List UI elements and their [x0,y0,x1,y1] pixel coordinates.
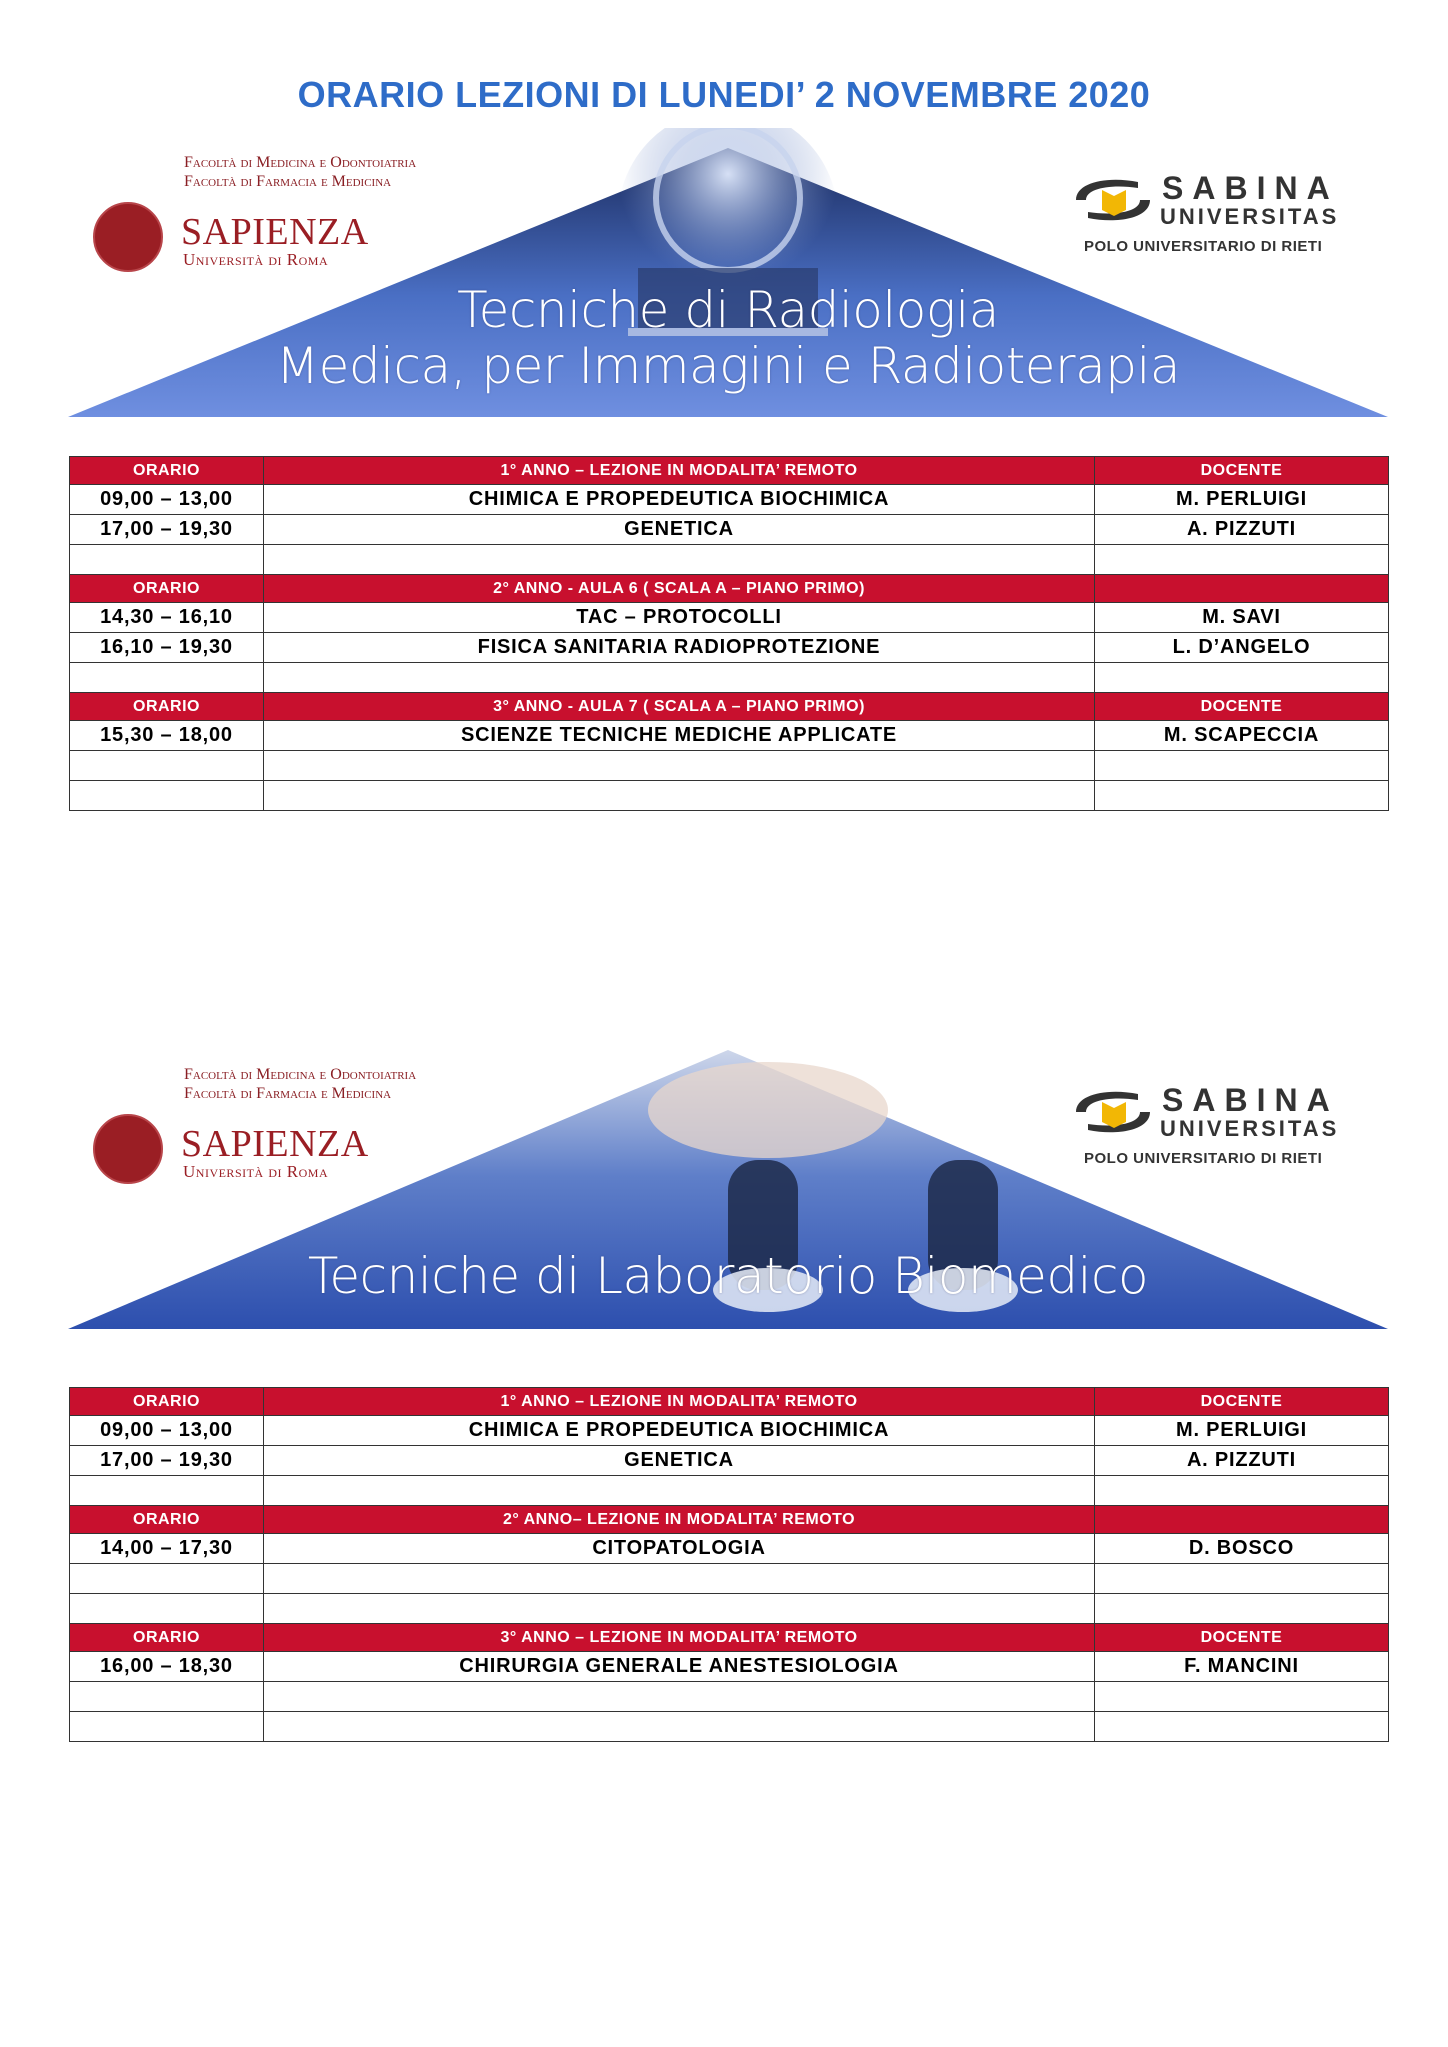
header-orario: ORARIO [70,457,264,485]
cell-orario: 09,00 – 13,00 [70,1416,264,1446]
cell-materia: CHIMICA E PROPEDEUTICA BIOCHIMICA [264,485,1095,515]
cell-orario [70,781,264,811]
header-anno: 2° ANNO - AULA 6 ( SCALA A – PIANO PRIMO) [264,575,1095,603]
header-docente [1095,575,1389,603]
table-header-row [70,1388,1389,1416]
table-row [70,485,1389,515]
table-row [70,1446,1389,1476]
header-orario: ORARIO [70,575,264,603]
cell-materia: FISICA SANITARIA RADIOPROTEZIONE [264,633,1095,663]
cell-orario: 15,30 – 18,00 [70,721,264,751]
cell-docente [1095,545,1389,575]
header-anno: 3° ANNO - AULA 7 ( SCALA A – PIANO PRIMO) [264,693,1095,721]
cell-materia: TAC – PROTOCOLLI [264,603,1095,633]
cell-materia [264,663,1095,693]
cell-docente [1095,1712,1389,1742]
cell-docente: M. PERLUIGI [1095,485,1389,515]
course-title-line-2: Medica, per Immagini e Radioterapia [275,337,1181,395]
cell-orario [70,1682,264,1712]
cell-docente [1095,663,1389,693]
table-header-row [70,457,1389,485]
table-row [70,545,1389,575]
table-row [70,1652,1389,1682]
cell-orario [70,1594,264,1624]
cell-materia [264,751,1095,781]
cell-docente [1095,1476,1389,1506]
cell-docente: M. PERLUIGI [1095,1416,1389,1446]
faculty-line-2: Facoltà di Farmacia e Medicina [184,1085,392,1102]
header-docente: DOCENTE [1095,693,1389,721]
faculty-line-1: Facoltà di Medicina e Odontoiatria [184,154,417,171]
cell-docente: M. SAVI [1095,603,1389,633]
cell-orario: 09,00 – 13,00 [70,485,264,515]
table-header-row [70,575,1389,603]
table-row [70,1712,1389,1742]
sabina-name: SABINA [1162,170,1339,206]
schedule-table-laboratorio [69,1387,1389,1742]
header-anno: 2° ANNO– LEZIONE IN MODALITA’ REMOTO [264,1506,1095,1534]
faculty-line-2: Facoltà di Farmacia e Medicina [184,173,392,190]
page-title: ORARIO LEZIONI DI LUNEDI’ 2 NOVEMBRE 2020 [297,74,1151,115]
cell-orario [70,1476,264,1506]
cell-orario: 16,00 – 18,30 [70,1652,264,1682]
sabina-book-icon [1068,1084,1158,1140]
table-row [70,751,1389,781]
cell-materia: GENETICA [264,1446,1095,1476]
header-anno: 1° ANNO – LEZIONE IN MODALITA’ REMOTO [264,457,1095,485]
header-orario: ORARIO [70,1506,264,1534]
table-row [70,1564,1389,1594]
table-row [70,1476,1389,1506]
header-docente: DOCENTE [1095,1388,1389,1416]
header-anno: 3° ANNO – LEZIONE IN MODALITA’ REMOTO [264,1624,1095,1652]
cell-docente [1095,1682,1389,1712]
course-title-line-1: Tecniche di Radiologia [457,281,999,339]
table-row [70,633,1389,663]
table-row [70,721,1389,751]
cell-materia: CITOPATOLOGIA [264,1534,1095,1564]
faculty-label-1 [184,153,416,191]
table-row [70,1682,1389,1712]
header-docente [1095,1506,1389,1534]
cell-docente: D. BOSCO [1095,1534,1389,1564]
cell-docente [1095,781,1389,811]
cell-docente [1095,1594,1389,1624]
cell-orario [70,1564,264,1594]
table-row [70,515,1389,545]
sapienza-name: SAPIENZA [181,211,369,253]
header-anno: 1° ANNO – LEZIONE IN MODALITA’ REMOTO [264,1388,1095,1416]
table-row [70,1416,1389,1446]
sapienza-seal-icon [93,202,163,272]
cell-materia: CHIMICA E PROPEDEUTICA BIOCHIMICA [264,1416,1095,1446]
cell-docente [1095,1564,1389,1594]
sabina-sub: UNIVERSITAS [1160,204,1340,229]
header-docente: DOCENTE [1095,1624,1389,1652]
table-header-row [70,1624,1389,1652]
cell-materia [264,781,1095,811]
sabina-sub: UNIVERSITAS [1160,1116,1340,1141]
sapienza-name: SAPIENZA [181,1123,369,1165]
polo-label: POLO UNIVERSITARIO DI RIETI [1084,238,1323,255]
header-orario: ORARIO [70,693,264,721]
cell-orario [70,545,264,575]
cell-materia: CHIRURGIA GENERALE ANESTESIOLOGIA [264,1652,1095,1682]
table-row [70,781,1389,811]
faculty-line-1: Facoltà di Medicina e Odontoiatria [184,1066,417,1083]
cell-docente [1095,751,1389,781]
cell-orario [70,663,264,693]
course-title-radiologia [68,282,1388,394]
cell-orario [70,751,264,781]
cell-orario [70,1712,264,1742]
table-row [70,603,1389,633]
cell-orario: 16,10 – 19,30 [70,633,264,663]
table-row [70,663,1389,693]
header-orario: ORARIO [70,1388,264,1416]
faculty-label-2 [184,1065,416,1103]
cell-materia [264,1476,1095,1506]
cell-materia [264,1594,1095,1624]
cell-orario: 17,00 – 19,30 [70,1446,264,1476]
sapienza-sub: Università di Roma [183,250,329,269]
polo-label: POLO UNIVERSITARIO DI RIETI [1084,1150,1323,1167]
sapienza-seal-icon [93,1114,163,1184]
cell-docente: A. PIZZUTI [1095,515,1389,545]
cell-materia [264,1712,1095,1742]
schedule-table-radiologia [69,456,1389,811]
table-row [70,1594,1389,1624]
cell-materia: GENETICA [264,515,1095,545]
cell-docente: A. PIZZUTI [1095,1446,1389,1476]
cell-docente: M. SCAPECCIA [1095,721,1389,751]
cell-materia [264,545,1095,575]
sapienza-sub: Università di Roma [183,1162,329,1181]
cell-orario: 14,00 – 17,30 [70,1534,264,1564]
table-row [70,1534,1389,1564]
cell-materia: SCIENZE TECNICHE MEDICHE APPLICATE [264,721,1095,751]
sabina-name: SABINA [1162,1082,1339,1118]
cell-docente: L. D’ANGELO [1095,633,1389,663]
cell-materia [264,1682,1095,1712]
table-header-row [70,693,1389,721]
course-title-line-1: Tecniche di Laboratorio Biomedico [307,1247,1149,1305]
cell-orario: 17,00 – 19,30 [70,515,264,545]
table-header-row [70,1506,1389,1534]
course-title-laboratorio [68,1248,1388,1304]
header-docente: DOCENTE [1095,457,1389,485]
cell-docente: F. MANCINI [1095,1652,1389,1682]
header-orario: ORARIO [70,1624,264,1652]
sabina-book-icon [1068,172,1158,228]
cell-materia [264,1564,1095,1594]
cell-orario: 14,30 – 16,10 [70,603,264,633]
